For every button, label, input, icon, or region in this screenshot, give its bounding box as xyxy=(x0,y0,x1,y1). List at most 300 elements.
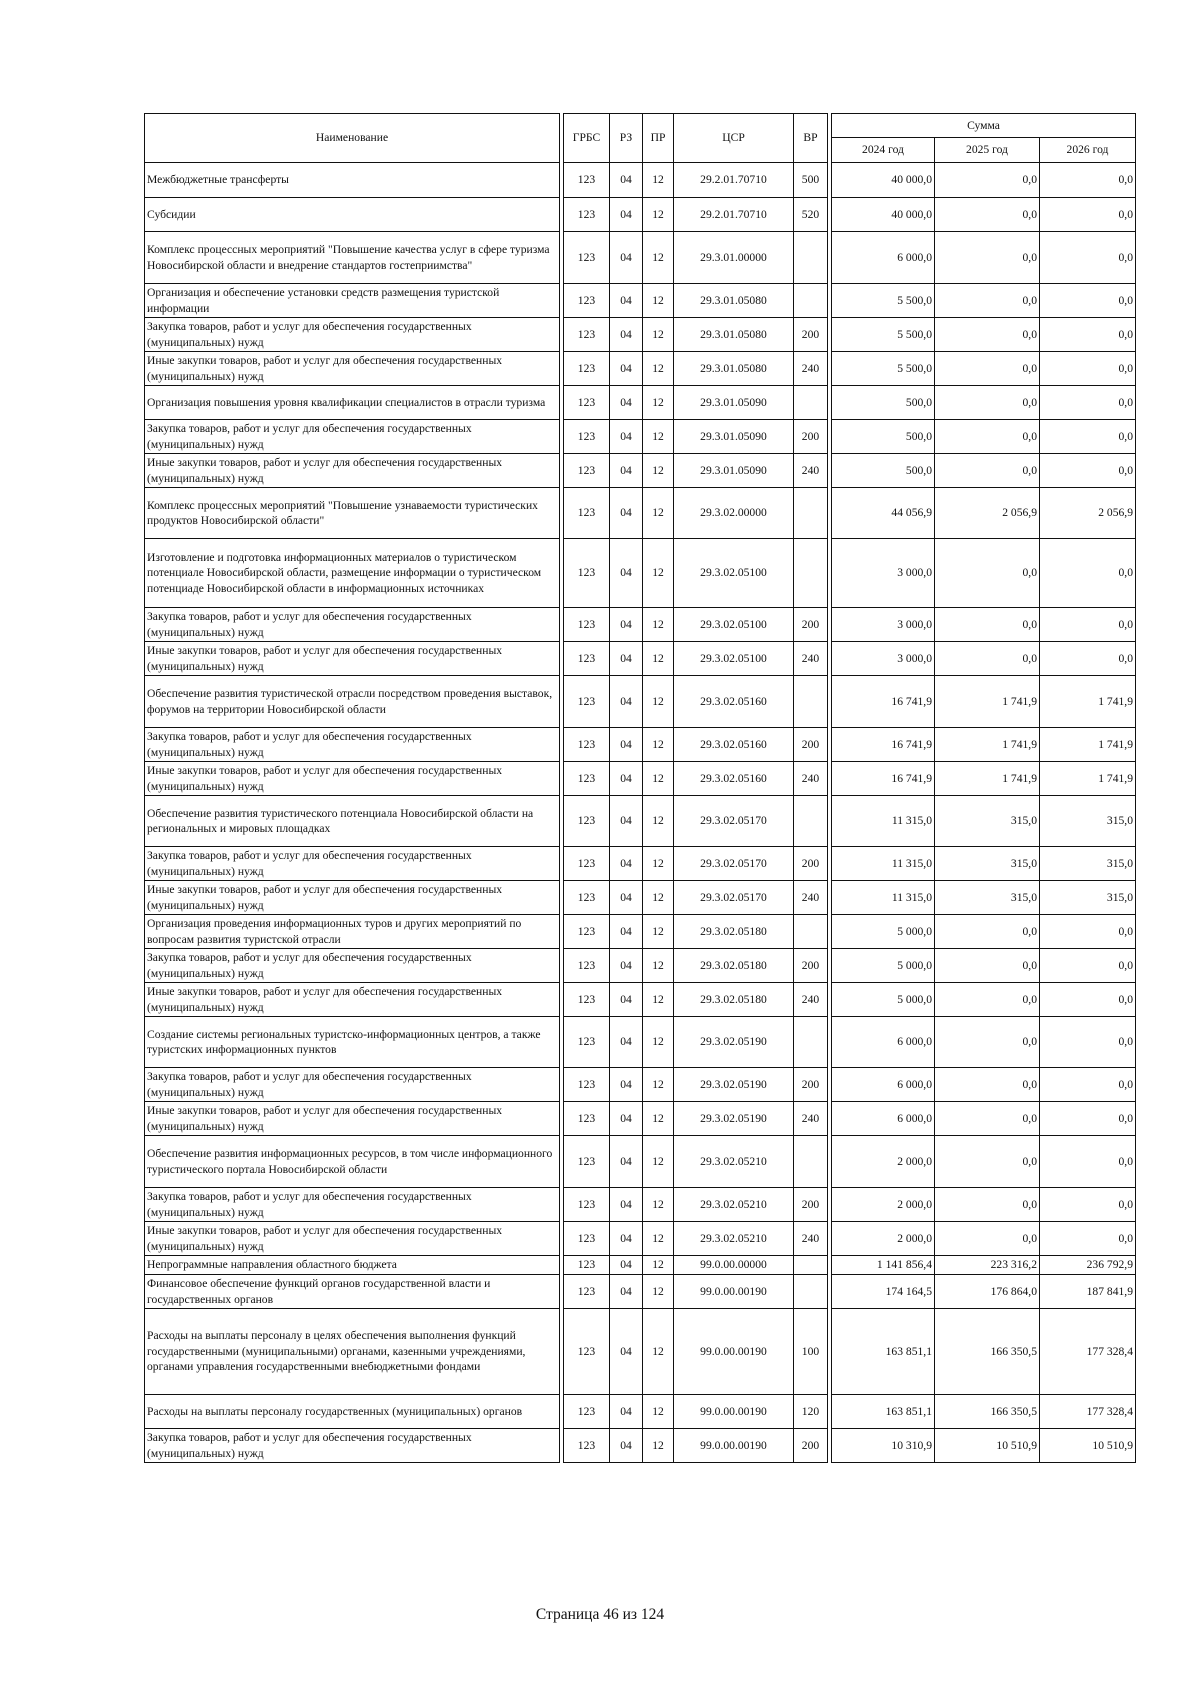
row-rz-cell: 04 xyxy=(610,539,643,608)
table-row xyxy=(145,1102,1136,1136)
row-rz-cell: 04 xyxy=(610,1136,643,1188)
row-vr-cell: 200 xyxy=(794,1068,828,1102)
row-sum-2025-cell: 0,0 xyxy=(935,420,1040,454)
table-row xyxy=(145,232,1136,284)
row-sum-2026-cell: 10 510,9 xyxy=(1040,1429,1136,1463)
row-grbs-cell: 123 xyxy=(564,983,610,1017)
row-vr-cell: 200 xyxy=(794,1429,828,1463)
row-rz-cell: 04 xyxy=(610,728,643,762)
row-grbs-cell: 123 xyxy=(564,881,610,915)
row-sum-2026-cell: 0,0 xyxy=(1040,1017,1136,1068)
row-sum-2026-cell: 236 792,9 xyxy=(1040,1256,1136,1275)
row-pr-cell: 12 xyxy=(643,949,674,983)
row-sum-2024-cell: 40 000,0 xyxy=(832,198,935,232)
row-pr-cell: 12 xyxy=(643,983,674,1017)
row-name-cell: Закупка товаров, работ и услуг для обеспечения государственных (муниципальных) нужд xyxy=(145,608,560,642)
row-grbs-cell: 123 xyxy=(564,386,610,420)
row-csr-cell: 29.3.02.05180 xyxy=(674,983,794,1017)
row-grbs-cell: 123 xyxy=(564,232,610,284)
row-pr-cell: 12 xyxy=(643,1222,674,1256)
row-sum-2026-cell: 187 841,9 xyxy=(1040,1275,1136,1309)
row-name-cell: Финансовое обеспечение функций органов государственной власти и государственных органов xyxy=(145,1275,560,1309)
row-pr-cell: 12 xyxy=(643,284,674,318)
row-vr-cell: 200 xyxy=(794,1188,828,1222)
row-grbs-cell: 123 xyxy=(564,728,610,762)
row-csr-cell: 29.3.02.05170 xyxy=(674,881,794,915)
row-name-cell: Непрограммные направления областного бюджета xyxy=(145,1256,560,1275)
row-vr-cell xyxy=(794,284,828,318)
header-year-2024: 2024 год xyxy=(832,138,935,163)
row-sum-2026-cell: 0,0 xyxy=(1040,318,1136,352)
table-row xyxy=(145,454,1136,488)
table-row xyxy=(145,728,1136,762)
row-sum-2024-cell: 1 141 856,4 xyxy=(832,1256,935,1275)
row-sum-2026-cell: 0,0 xyxy=(1040,386,1136,420)
row-name-cell: Расходы на выплаты персоналу государственных (муниципальных) органов xyxy=(145,1395,560,1429)
row-pr-cell: 12 xyxy=(643,539,674,608)
row-sum-2026-cell: 0,0 xyxy=(1040,1188,1136,1222)
row-csr-cell: 29.3.02.05170 xyxy=(674,796,794,847)
row-grbs-cell: 123 xyxy=(564,318,610,352)
row-grbs-cell: 123 xyxy=(564,420,610,454)
row-grbs-cell: 123 xyxy=(564,454,610,488)
row-csr-cell: 29.3.01.05090 xyxy=(674,420,794,454)
row-pr-cell: 12 xyxy=(643,608,674,642)
row-name-cell: Субсидии xyxy=(145,198,560,232)
table-row xyxy=(145,198,1136,232)
row-vr-cell xyxy=(794,1017,828,1068)
row-grbs-cell: 123 xyxy=(564,163,610,198)
row-csr-cell: 29.3.02.05180 xyxy=(674,915,794,949)
row-sum-2024-cell: 16 741,9 xyxy=(832,676,935,728)
row-grbs-cell: 123 xyxy=(564,1222,610,1256)
row-sum-2024-cell: 6 000,0 xyxy=(832,1102,935,1136)
row-pr-cell: 12 xyxy=(643,642,674,676)
row-sum-2026-cell: 315,0 xyxy=(1040,847,1136,881)
row-csr-cell: 29.3.02.05170 xyxy=(674,847,794,881)
row-csr-cell: 29.3.02.05190 xyxy=(674,1102,794,1136)
table-row xyxy=(145,1068,1136,1102)
row-sum-2025-cell: 2 056,9 xyxy=(935,488,1040,539)
row-pr-cell: 12 xyxy=(643,386,674,420)
row-grbs-cell: 123 xyxy=(564,1068,610,1102)
row-csr-cell: 29.3.02.00000 xyxy=(674,488,794,539)
row-vr-cell: 200 xyxy=(794,608,828,642)
row-sum-2026-cell: 0,0 xyxy=(1040,1068,1136,1102)
row-sum-2024-cell: 2 000,0 xyxy=(832,1188,935,1222)
row-grbs-cell: 123 xyxy=(564,1395,610,1429)
row-name-cell: Закупка товаров, работ и услуг для обеспечения государственных (муниципальных) нужд xyxy=(145,949,560,983)
row-name-cell: Иные закупки товаров, работ и услуг для обеспечения государственных (муниципальных) нужд xyxy=(145,881,560,915)
row-pr-cell: 12 xyxy=(643,232,674,284)
row-vr-cell: 240 xyxy=(794,1222,828,1256)
row-sum-2026-cell: 0,0 xyxy=(1040,642,1136,676)
row-pr-cell: 12 xyxy=(643,915,674,949)
row-sum-2025-cell: 166 350,5 xyxy=(935,1309,1040,1395)
row-csr-cell: 29.3.01.00000 xyxy=(674,232,794,284)
row-sum-2024-cell: 10 310,9 xyxy=(832,1429,935,1463)
row-csr-cell: 29.3.01.05080 xyxy=(674,352,794,386)
row-sum-2024-cell: 500,0 xyxy=(832,420,935,454)
row-csr-cell: 99.0.00.00190 xyxy=(674,1275,794,1309)
row-rz-cell: 04 xyxy=(610,608,643,642)
row-sum-2024-cell: 2 000,0 xyxy=(832,1222,935,1256)
table-row xyxy=(145,488,1136,539)
row-grbs-cell: 123 xyxy=(564,608,610,642)
row-sum-2025-cell: 315,0 xyxy=(935,847,1040,881)
row-rz-cell: 04 xyxy=(610,1017,643,1068)
row-rz-cell: 04 xyxy=(610,163,643,198)
row-sum-2025-cell: 0,0 xyxy=(935,454,1040,488)
table-header-row xyxy=(145,114,1136,138)
budget-table xyxy=(144,113,1136,1463)
row-sum-2025-cell: 0,0 xyxy=(935,352,1040,386)
row-rz-cell: 04 xyxy=(610,762,643,796)
table-row xyxy=(145,949,1136,983)
row-sum-2024-cell: 5 500,0 xyxy=(832,352,935,386)
row-name-cell: Иные закупки товаров, работ и услуг для обеспечения государственных (муниципальных) нужд xyxy=(145,983,560,1017)
row-grbs-cell: 123 xyxy=(564,1256,610,1275)
row-csr-cell: 29.3.02.05100 xyxy=(674,642,794,676)
header-vr: ВР xyxy=(794,114,828,163)
row-vr-cell xyxy=(794,488,828,539)
row-vr-cell: 200 xyxy=(794,728,828,762)
row-sum-2026-cell: 177 328,4 xyxy=(1040,1309,1136,1395)
row-vr-cell: 200 xyxy=(794,847,828,881)
row-sum-2025-cell: 0,0 xyxy=(935,983,1040,1017)
row-sum-2025-cell: 0,0 xyxy=(935,232,1040,284)
row-name-cell: Обеспечение развития информационных ресурсов, в том числе информационного туристического портала Новосибирской области xyxy=(145,1136,560,1188)
row-grbs-cell: 123 xyxy=(564,539,610,608)
row-sum-2024-cell: 5 500,0 xyxy=(832,318,935,352)
row-sum-2024-cell: 44 056,9 xyxy=(832,488,935,539)
table-row xyxy=(145,163,1136,198)
row-name-cell: Создание системы региональных туристско-информационных центров, а также туристских информационных пунктов xyxy=(145,1017,560,1068)
row-sum-2026-cell: 0,0 xyxy=(1040,284,1136,318)
row-grbs-cell: 123 xyxy=(564,847,610,881)
row-sum-2024-cell: 11 315,0 xyxy=(832,847,935,881)
row-sum-2025-cell: 0,0 xyxy=(935,318,1040,352)
row-pr-cell: 12 xyxy=(643,762,674,796)
row-name-cell: Закупка товаров, работ и услуг для обеспечения государственных (муниципальных) нужд xyxy=(145,1068,560,1102)
row-vr-cell: 120 xyxy=(794,1395,828,1429)
row-grbs-cell: 123 xyxy=(564,1017,610,1068)
row-pr-cell: 12 xyxy=(643,676,674,728)
row-vr-cell: 240 xyxy=(794,881,828,915)
row-sum-2026-cell: 2 056,9 xyxy=(1040,488,1136,539)
header-name: Наименование xyxy=(145,114,560,163)
row-rz-cell: 04 xyxy=(610,1188,643,1222)
row-vr-cell xyxy=(794,232,828,284)
row-name-cell: Иные закупки товаров, работ и услуг для обеспечения государственных (муниципальных) нужд xyxy=(145,762,560,796)
table-row xyxy=(145,284,1136,318)
table-row xyxy=(145,676,1136,728)
row-csr-cell: 99.0.00.00190 xyxy=(674,1309,794,1395)
row-sum-2026-cell: 1 741,9 xyxy=(1040,676,1136,728)
row-csr-cell: 99.0.00.00190 xyxy=(674,1429,794,1463)
row-csr-cell: 29.3.02.05160 xyxy=(674,728,794,762)
row-sum-2026-cell: 0,0 xyxy=(1040,163,1136,198)
row-sum-2025-cell: 166 350,5 xyxy=(935,1395,1040,1429)
row-csr-cell: 29.3.02.05160 xyxy=(674,762,794,796)
row-csr-cell: 29.3.01.05090 xyxy=(674,454,794,488)
row-sum-2024-cell: 11 315,0 xyxy=(832,881,935,915)
row-sum-2025-cell: 1 741,9 xyxy=(935,762,1040,796)
row-grbs-cell: 123 xyxy=(564,1136,610,1188)
row-rz-cell: 04 xyxy=(610,847,643,881)
table-body xyxy=(145,163,1136,1463)
row-csr-cell: 29.3.02.05180 xyxy=(674,949,794,983)
row-name-cell: Изготовление и подготовка информационных материалов о туристическом потенциале Новосибирской области, размещение информации о туристическом потенциаде Новосибирской области в информационных источниках xyxy=(145,539,560,608)
row-vr-cell: 200 xyxy=(794,318,828,352)
row-rz-cell: 04 xyxy=(610,386,643,420)
row-sum-2026-cell: 0,0 xyxy=(1040,1136,1136,1188)
row-rz-cell: 04 xyxy=(610,1395,643,1429)
row-sum-2025-cell: 0,0 xyxy=(935,915,1040,949)
row-pr-cell: 12 xyxy=(643,1309,674,1395)
row-grbs-cell: 123 xyxy=(564,796,610,847)
row-csr-cell: 29.3.01.05080 xyxy=(674,318,794,352)
row-rz-cell: 04 xyxy=(610,1256,643,1275)
row-pr-cell: 12 xyxy=(643,1017,674,1068)
row-grbs-cell: 123 xyxy=(564,488,610,539)
row-csr-cell: 29.3.02.05210 xyxy=(674,1222,794,1256)
row-name-cell: Иные закупки товаров, работ и услуг для обеспечения государственных (муниципальных) нужд xyxy=(145,642,560,676)
row-name-cell: Закупка товаров, работ и услуг для обеспечения государственных (муниципальных) нужд xyxy=(145,847,560,881)
row-sum-2024-cell: 40 000,0 xyxy=(832,163,935,198)
row-rz-cell: 04 xyxy=(610,1275,643,1309)
row-name-cell: Комплекс процессных мероприятий "Повышение качества услуг в сфере туризма Новосибирской области и внедрение стандартов гостеприимства" xyxy=(145,232,560,284)
row-vr-cell: 500 xyxy=(794,163,828,198)
row-sum-2024-cell: 5 000,0 xyxy=(832,983,935,1017)
row-rz-cell: 04 xyxy=(610,676,643,728)
row-csr-cell: 29.2.01.70710 xyxy=(674,198,794,232)
table-row xyxy=(145,1429,1136,1463)
row-vr-cell: 200 xyxy=(794,949,828,983)
row-sum-2026-cell: 0,0 xyxy=(1040,352,1136,386)
header-year-2025: 2025 год xyxy=(935,138,1040,163)
row-sum-2026-cell: 0,0 xyxy=(1040,983,1136,1017)
table-row xyxy=(145,420,1136,454)
row-sum-2025-cell: 0,0 xyxy=(935,386,1040,420)
row-grbs-cell: 123 xyxy=(564,1188,610,1222)
row-sum-2025-cell: 176 864,0 xyxy=(935,1275,1040,1309)
row-sum-2025-cell: 0,0 xyxy=(935,1136,1040,1188)
row-sum-2025-cell: 1 741,9 xyxy=(935,676,1040,728)
row-sum-2024-cell: 3 000,0 xyxy=(832,642,935,676)
row-sum-2024-cell: 16 741,9 xyxy=(832,728,935,762)
row-csr-cell: 29.3.01.05090 xyxy=(674,386,794,420)
row-pr-cell: 12 xyxy=(643,318,674,352)
row-sum-2026-cell: 0,0 xyxy=(1040,1222,1136,1256)
page-number: Страница 46 из 124 xyxy=(535,1606,665,1623)
row-sum-2025-cell: 0,0 xyxy=(935,1017,1040,1068)
row-pr-cell: 12 xyxy=(643,420,674,454)
row-sum-2025-cell: 0,0 xyxy=(935,1222,1040,1256)
row-vr-cell: 240 xyxy=(794,983,828,1017)
table-row xyxy=(145,318,1136,352)
row-vr-cell: 240 xyxy=(794,352,828,386)
row-csr-cell: 99.0.00.00000 xyxy=(674,1256,794,1275)
row-rz-cell: 04 xyxy=(610,198,643,232)
row-grbs-cell: 123 xyxy=(564,949,610,983)
row-vr-cell: 200 xyxy=(794,420,828,454)
row-grbs-cell: 123 xyxy=(564,284,610,318)
row-name-cell: Расходы на выплаты персоналу в целях обеспечения выполнения функций государственными (муниципальными) органами, казенными учреждениями, органами управления государственными внебюджетными фондами xyxy=(145,1309,560,1395)
table-row xyxy=(145,352,1136,386)
table-row xyxy=(145,1275,1136,1309)
row-vr-cell xyxy=(794,1275,828,1309)
table-row xyxy=(145,1222,1136,1256)
row-sum-2026-cell: 0,0 xyxy=(1040,420,1136,454)
row-sum-2024-cell: 6 000,0 xyxy=(832,1017,935,1068)
row-pr-cell: 12 xyxy=(643,198,674,232)
row-rz-cell: 04 xyxy=(610,352,643,386)
row-sum-2024-cell: 2 000,0 xyxy=(832,1136,935,1188)
row-rz-cell: 04 xyxy=(610,949,643,983)
row-name-cell: Закупка товаров, работ и услуг для обеспечения государственных (муниципальных) нужд xyxy=(145,1188,560,1222)
row-name-cell: Иные закупки товаров, работ и услуг для обеспечения государственных (муниципальных) нужд xyxy=(145,454,560,488)
row-vr-cell xyxy=(794,796,828,847)
table-row xyxy=(145,881,1136,915)
table-row xyxy=(145,796,1136,847)
row-vr-cell xyxy=(794,915,828,949)
row-csr-cell: 29.3.02.05210 xyxy=(674,1188,794,1222)
row-rz-cell: 04 xyxy=(610,983,643,1017)
row-sum-2025-cell: 0,0 xyxy=(935,1188,1040,1222)
row-grbs-cell: 123 xyxy=(564,1102,610,1136)
row-vr-cell: 240 xyxy=(794,454,828,488)
row-sum-2026-cell: 0,0 xyxy=(1040,949,1136,983)
row-sum-2026-cell: 0,0 xyxy=(1040,539,1136,608)
row-name-cell: Межбюджетные трансферты xyxy=(145,163,560,198)
table-row xyxy=(145,1136,1136,1188)
row-sum-2025-cell: 1 741,9 xyxy=(935,728,1040,762)
row-grbs-cell: 123 xyxy=(564,1275,610,1309)
table-row xyxy=(145,983,1136,1017)
row-name-cell: Обеспечение развития туристической отрасли посредством проведения выставок, форумов на территории Новосибирской области xyxy=(145,676,560,728)
row-pr-cell: 12 xyxy=(643,881,674,915)
row-pr-cell: 12 xyxy=(643,1275,674,1309)
row-name-cell: Иные закупки товаров, работ и услуг для обеспечения государственных (муниципальных) нужд xyxy=(145,1222,560,1256)
row-sum-2025-cell: 0,0 xyxy=(935,642,1040,676)
row-pr-cell: 12 xyxy=(643,352,674,386)
row-csr-cell: 29.3.02.05100 xyxy=(674,608,794,642)
row-sum-2024-cell: 163 851,1 xyxy=(832,1395,935,1429)
row-vr-cell xyxy=(794,1136,828,1188)
row-pr-cell: 12 xyxy=(643,454,674,488)
row-name-cell: Закупка товаров, работ и услуг для обеспечения государственных (муниципальных) нужд xyxy=(145,318,560,352)
row-sum-2024-cell: 5 000,0 xyxy=(832,915,935,949)
row-sum-2026-cell: 0,0 xyxy=(1040,454,1136,488)
header-year-2026: 2026 год xyxy=(1040,138,1136,163)
row-name-cell: Закупка товаров, работ и услуг для обеспечения государственных (муниципальных) нужд xyxy=(145,420,560,454)
row-sum-2025-cell: 0,0 xyxy=(935,608,1040,642)
row-sum-2026-cell: 315,0 xyxy=(1040,881,1136,915)
row-sum-2025-cell: 0,0 xyxy=(935,198,1040,232)
row-pr-cell: 12 xyxy=(643,796,674,847)
row-grbs-cell: 123 xyxy=(564,676,610,728)
table-row xyxy=(145,1395,1136,1429)
row-pr-cell: 12 xyxy=(643,1256,674,1275)
row-pr-cell: 12 xyxy=(643,1102,674,1136)
table-row xyxy=(145,915,1136,949)
row-rz-cell: 04 xyxy=(610,796,643,847)
row-sum-2026-cell: 0,0 xyxy=(1040,232,1136,284)
table-row xyxy=(145,1256,1136,1275)
table-row xyxy=(145,386,1136,420)
row-rz-cell: 04 xyxy=(610,318,643,352)
row-sum-2026-cell: 315,0 xyxy=(1040,796,1136,847)
row-sum-2024-cell: 5 000,0 xyxy=(832,949,935,983)
row-rz-cell: 04 xyxy=(610,1068,643,1102)
table-row xyxy=(145,1309,1136,1395)
row-sum-2024-cell: 3 000,0 xyxy=(832,539,935,608)
row-rz-cell: 04 xyxy=(610,284,643,318)
row-pr-cell: 12 xyxy=(643,847,674,881)
row-sum-2024-cell: 500,0 xyxy=(832,454,935,488)
row-rz-cell: 04 xyxy=(610,642,643,676)
row-sum-2026-cell: 0,0 xyxy=(1040,1102,1136,1136)
row-rz-cell: 04 xyxy=(610,915,643,949)
row-sum-2026-cell: 0,0 xyxy=(1040,915,1136,949)
row-sum-2025-cell: 10 510,9 xyxy=(935,1429,1040,1463)
row-name-cell: Организация и обеспечение установки средств размещения туристской информации xyxy=(145,284,560,318)
row-sum-2026-cell: 0,0 xyxy=(1040,608,1136,642)
table-row xyxy=(145,539,1136,608)
row-rz-cell: 04 xyxy=(610,881,643,915)
table-row xyxy=(145,608,1136,642)
row-grbs-cell: 123 xyxy=(564,1429,610,1463)
row-pr-cell: 12 xyxy=(643,1068,674,1102)
row-vr-cell: 240 xyxy=(794,642,828,676)
row-vr-cell: 240 xyxy=(794,762,828,796)
table-row xyxy=(145,762,1136,796)
row-vr-cell: 240 xyxy=(794,1102,828,1136)
row-grbs-cell: 123 xyxy=(564,642,610,676)
row-sum-2026-cell: 0,0 xyxy=(1040,198,1136,232)
row-sum-2024-cell: 11 315,0 xyxy=(832,796,935,847)
row-pr-cell: 12 xyxy=(643,1395,674,1429)
row-csr-cell: 99.0.00.00190 xyxy=(674,1395,794,1429)
row-name-cell: Организация повышения уровня квалификации специалистов в отрасли туризма xyxy=(145,386,560,420)
row-sum-2025-cell: 315,0 xyxy=(935,796,1040,847)
table-row xyxy=(145,1017,1136,1068)
row-sum-2026-cell: 1 741,9 xyxy=(1040,728,1136,762)
row-sum-2025-cell: 0,0 xyxy=(935,284,1040,318)
row-csr-cell: 29.3.02.05190 xyxy=(674,1068,794,1102)
row-pr-cell: 12 xyxy=(643,163,674,198)
row-vr-cell: 100 xyxy=(794,1309,828,1395)
row-sum-2025-cell: 0,0 xyxy=(935,163,1040,198)
row-sum-2024-cell: 163 851,1 xyxy=(832,1309,935,1395)
row-grbs-cell: 123 xyxy=(564,915,610,949)
row-sum-2026-cell: 1 741,9 xyxy=(1040,762,1136,796)
row-grbs-cell: 123 xyxy=(564,762,610,796)
row-vr-cell xyxy=(794,539,828,608)
row-grbs-cell: 123 xyxy=(564,198,610,232)
row-name-cell: Закупка товаров, работ и услуг для обеспечения государственных (муниципальных) нужд xyxy=(145,728,560,762)
table-row xyxy=(145,847,1136,881)
row-sum-2025-cell: 0,0 xyxy=(935,1068,1040,1102)
row-pr-cell: 12 xyxy=(643,488,674,539)
row-csr-cell: 29.2.01.70710 xyxy=(674,163,794,198)
row-csr-cell: 29.3.01.05080 xyxy=(674,284,794,318)
row-rz-cell: 04 xyxy=(610,232,643,284)
row-sum-2024-cell: 500,0 xyxy=(832,386,935,420)
row-sum-2025-cell: 315,0 xyxy=(935,881,1040,915)
row-sum-2025-cell: 0,0 xyxy=(935,539,1040,608)
